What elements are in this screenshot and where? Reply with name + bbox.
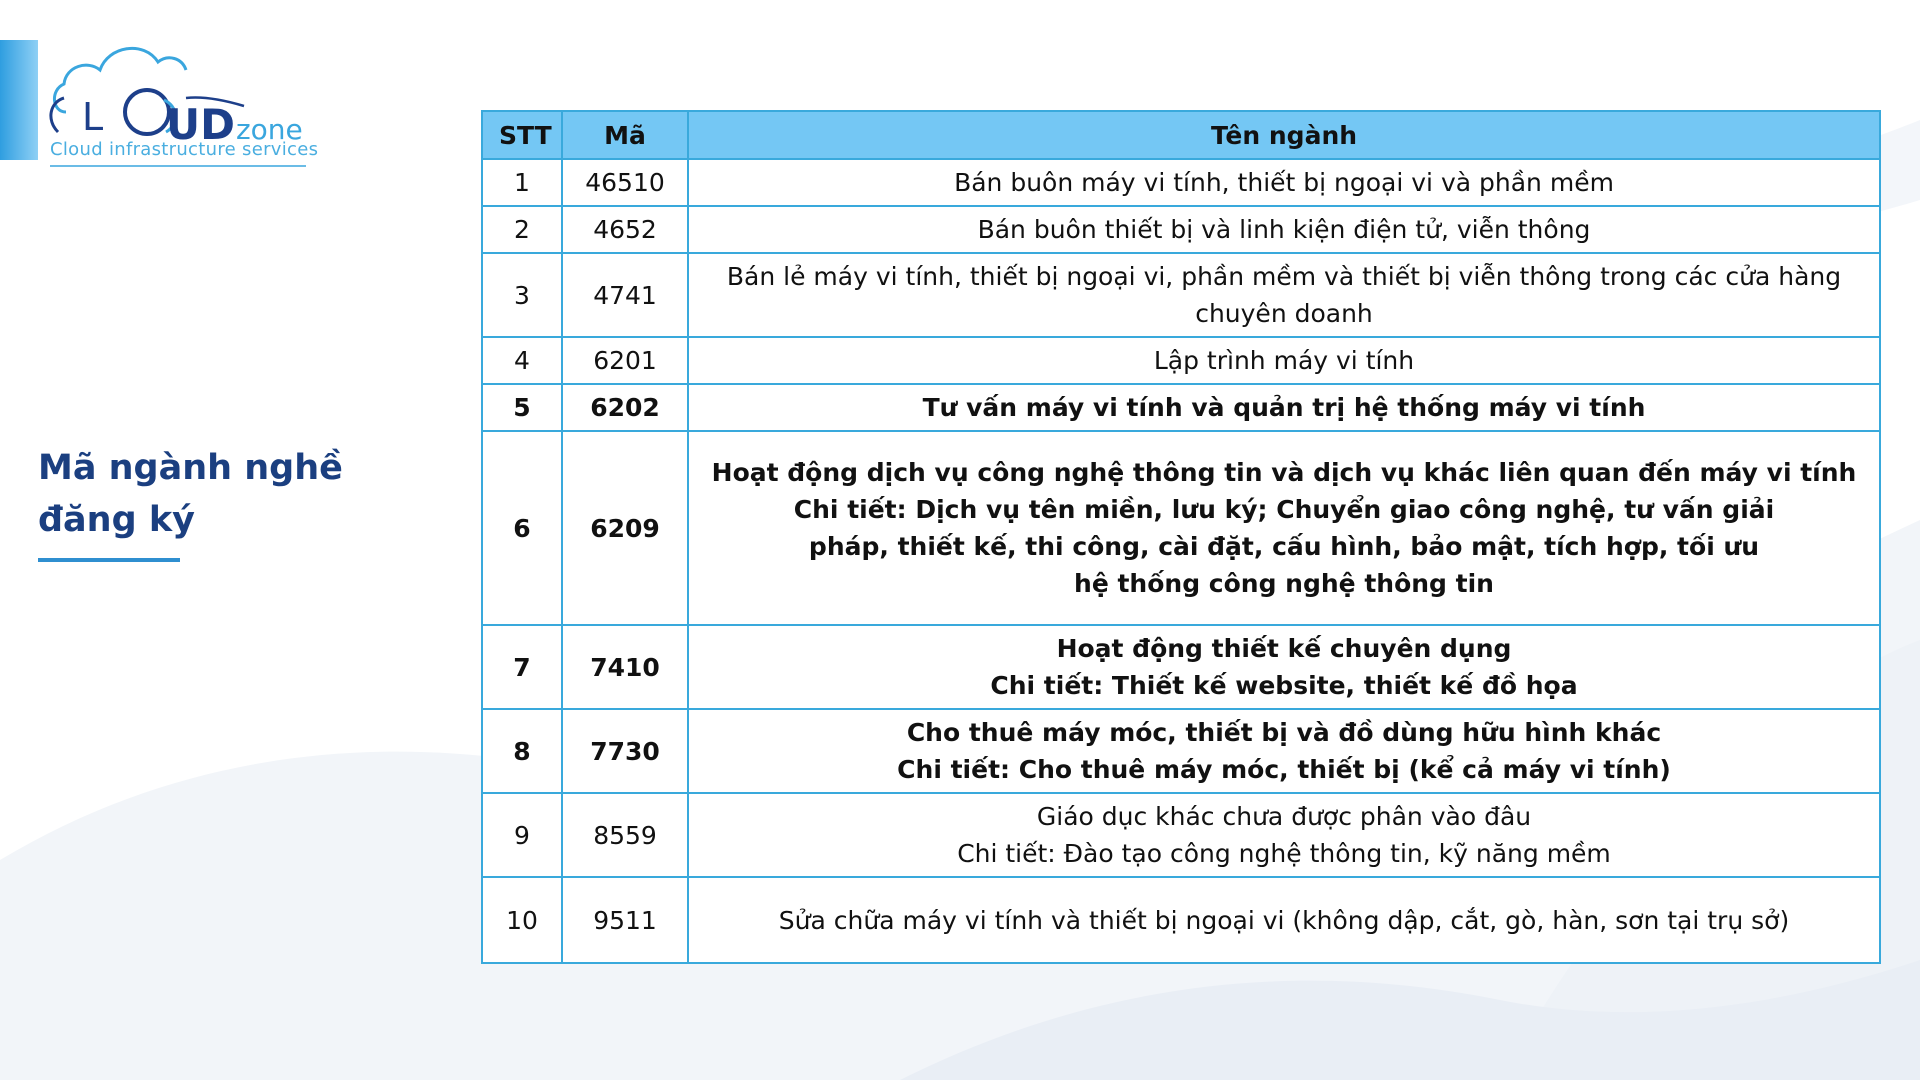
logo-brand-main: UD xyxy=(166,100,235,149)
row-code: 8559 xyxy=(562,793,688,877)
page-title xyxy=(38,442,418,546)
row-stt: 1 xyxy=(482,159,562,206)
row-industry-name xyxy=(688,159,1880,206)
row-code: 7410 xyxy=(562,625,688,709)
page-title-line-2: đăng ký xyxy=(38,500,195,540)
industry-name-line: Bán lẻ máy vi tính, thiết bị ngoại vi, phần mềm và thiết bị viễn thông trong các cửa hàng xyxy=(726,262,1842,291)
logo-brand-suffix: zone xyxy=(235,113,303,146)
industry-name-line: Cho thuê máy móc, thiết bị và đồ dùng hữu hình khác xyxy=(906,718,1662,747)
row-stt: 10 xyxy=(482,877,562,963)
table-row xyxy=(482,384,1880,431)
table-row xyxy=(482,877,1880,963)
row-stt: 4 xyxy=(482,337,562,384)
table-row xyxy=(482,431,1880,625)
row-industry-name xyxy=(688,625,1880,709)
table-row xyxy=(482,253,1880,337)
industry-name-line: Sửa chữa máy vi tính và thiết bị ngoại vi (không dập, cắt, gò, hàn, sơn tại trụ sở) xyxy=(778,905,1790,935)
row-industry-name xyxy=(688,877,1880,963)
industry-code-table xyxy=(481,110,1881,964)
row-code: 6201 xyxy=(562,337,688,384)
row-industry-name xyxy=(688,709,1880,793)
row-code: 46510 xyxy=(562,159,688,206)
industry-name-line: Lập trình máy vi tính xyxy=(1153,346,1415,375)
table-row xyxy=(482,206,1880,253)
row-stt: 9 xyxy=(482,793,562,877)
svg-text:L: L xyxy=(82,95,104,139)
row-stt: 3 xyxy=(482,253,562,337)
row-industry-name xyxy=(688,206,1880,253)
header-code: Mã xyxy=(562,111,688,159)
row-industry-name xyxy=(688,253,1880,337)
row-stt: 6 xyxy=(482,431,562,625)
industry-name-line: hệ thống công nghệ thông tin xyxy=(1074,569,1494,598)
row-stt: 7 xyxy=(482,625,562,709)
industry-name-line: Chi tiết: Thiết kế website, thiết kế đồ họa xyxy=(990,671,1578,700)
table-row xyxy=(482,625,1880,709)
logo-wordmark xyxy=(166,100,303,149)
industry-name-line: Bán buôn thiết bị và linh kiện điện tử, viễn thông xyxy=(977,215,1591,244)
row-code: 9511 xyxy=(562,877,688,963)
industry-name-line: Chi tiết: Cho thuê máy móc, thiết bị (kể cả máy vi tính) xyxy=(897,755,1671,784)
industry-name-line: Hoạt động thiết kế chuyên dụng xyxy=(1056,634,1512,663)
row-industry-name xyxy=(688,793,1880,877)
row-industry-name xyxy=(688,337,1880,384)
industry-name-line: chuyên doanh xyxy=(1195,299,1373,328)
row-code: 7730 xyxy=(562,709,688,793)
row-code: 4652 xyxy=(562,206,688,253)
row-industry-name xyxy=(688,431,1880,625)
row-stt: 5 xyxy=(482,384,562,431)
header-stt: STT xyxy=(482,111,562,159)
row-code: 6209 xyxy=(562,431,688,625)
table-row xyxy=(482,793,1880,877)
row-industry-name xyxy=(688,384,1880,431)
industry-name-line: Tư vấn máy vi tính và quản trị hệ thống máy vi tính xyxy=(922,393,1646,422)
industry-name-line: pháp, thiết kế, thi công, cài đặt, cấu hình, bảo mật, tích hợp, tối ưu xyxy=(808,532,1760,561)
logo-tagline: Cloud infrastructure services xyxy=(50,139,319,160)
header-industry-name: Tên ngành xyxy=(688,111,1880,159)
industry-name-line: Chi tiết: Dịch vụ tên miền, lưu ký; Chuyển giao công nghệ, tư vấn giải xyxy=(793,495,1775,524)
table-header-row xyxy=(482,111,1880,159)
row-stt: 2 xyxy=(482,206,562,253)
industry-name-line: Hoạt động dịch vụ công nghệ thông tin và dịch vụ khác liên quan đến máy vi tính xyxy=(711,458,1857,487)
row-code: 6202 xyxy=(562,384,688,431)
industry-name-line: Giáo dục khác chưa được phân vào đâu xyxy=(1036,802,1532,831)
row-stt: 8 xyxy=(482,709,562,793)
table-row xyxy=(482,159,1880,206)
title-underline xyxy=(38,558,180,562)
industry-name-line: Bán buôn máy vi tính, thiết bị ngoại vi và phần mềm xyxy=(954,168,1614,197)
accent-bar xyxy=(0,40,38,160)
row-code: 4741 xyxy=(562,253,688,337)
page-title-line-1: Mã ngành nghề xyxy=(38,448,343,488)
table-row xyxy=(482,337,1880,384)
table-row xyxy=(482,709,1880,793)
industry-name-line: Chi tiết: Đào tạo công nghệ thông tin, kỹ năng mềm xyxy=(957,839,1611,868)
